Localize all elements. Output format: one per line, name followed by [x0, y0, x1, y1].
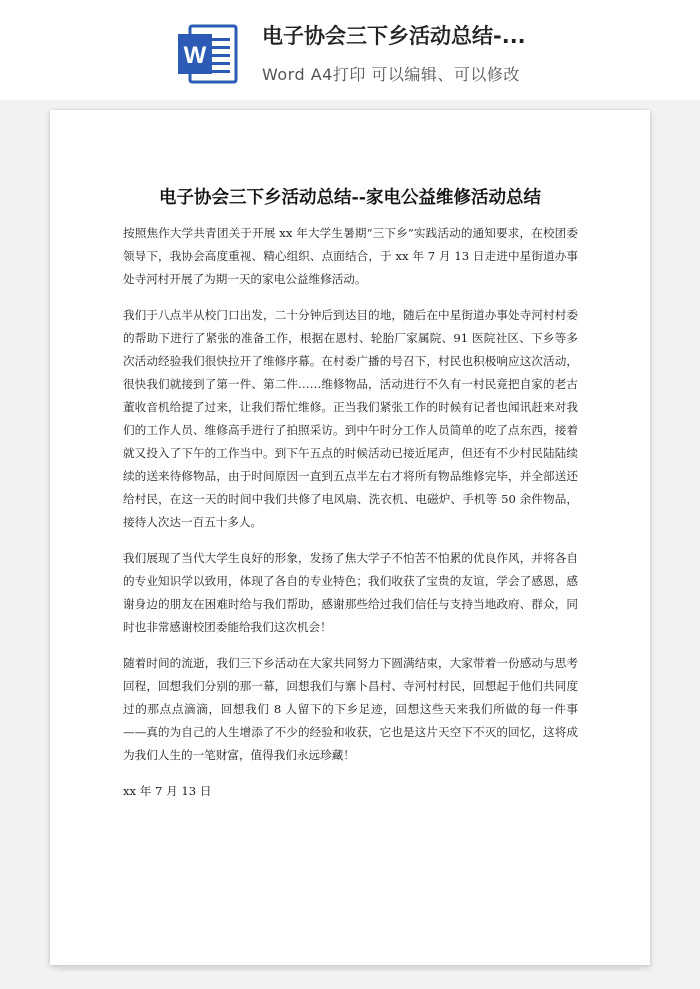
document-body	[123, 222, 578, 816]
page-shadow	[60, 966, 640, 972]
page-title: 电子协会三下乡活动总结--家电公益维修活动总结	[158, 188, 542, 208]
document-date: xx 年 7 月 13 日	[123, 784, 212, 798]
document-file-subtitle: Word A4打印 可以编辑、可以修改	[262, 65, 520, 84]
paragraph-intro: 按照焦作大学共青团关于开展 xx 年大学生暑期“三下乡”实践活动的通知要求，在校团委领导下，我协会高度重视、精心组织、点面结合，于 xx 年 7 月 13 日走进中星街道办事处寺河村开展了为期一天的家电公益维修活动。	[123, 226, 578, 286]
paragraph-reflection: 我们展现了当代大学生良好的形象，发扬了焦大学子不怕苦不怕累的优良作风，并将各自的专业知识学以致用，体现了各自的专业特色；我们收获了宝贵的友谊，学会了感恩，感谢身边的朋友在困难时给与我们帮助，感谢那些给过我们信任与支持当地政府、群众，同时也非常感谢校团委能给我们这次机会！	[123, 551, 578, 634]
paragraph-conclusion: 随着时间的流逝，我们三下乡活动在大家共同努力下圆满结束，大家带着一份感动与思考回程，回想我们分别的那一幕，回想我们与寨卜昌村、寺河村村民，回想起于他们共同度过的那点点滴滴，回想我们 8 人留下的下乡足迹，回想这些天来我们所做的每一件事——真的为自己的人生增添了不少的经验和收获，它也是这片天空下不灭的回忆，这将成为我们人生的一笔财富，值得我们永远珍藏！	[123, 656, 578, 762]
word-icon	[176, 22, 240, 86]
header-banner	[0, 0, 700, 100]
paragraph-activity: 我们于八点半从校门口出发，二十分钟后到达目的地，随后在中星街道办事处寺河村村委的帮助下进行了紧张的准备工作，根据在恩村、轮胎厂家属院、91 医院社区、下乡等多次活动经验我们很快拉开了维修序幕。在村委广播的号召下，村民也积极响应这次活动，很快我们就接到了第一件、第二件……维修物品，活动进行不久有一村民竟把自家的老古董收音机给提了过来，让我们帮忙维修。正当我们紧张工作的时候有记者也闻讯赶来对我们的工作人员、维修高手进行了拍照采访。到中午时分工作人员简单的吃了点东西，接着就又投入了下午的工作当中。到下午五点的时候活动已接近尾声，但还有不少村民陆陆续续的送来待修物品，由于时间原因一直到五点半左右才将所有物品维修完毕，并全部送还给村民，在这一天的时间中我们共修了电风扇、洗衣机、电磁炉、手机等 50 余件物品，接待人次达一百五十多人。	[123, 308, 578, 529]
document-page	[50, 110, 650, 965]
document-file-title: 电子协会三下乡活动总结-...	[262, 24, 526, 48]
svg-text:W: W	[183, 42, 207, 69]
